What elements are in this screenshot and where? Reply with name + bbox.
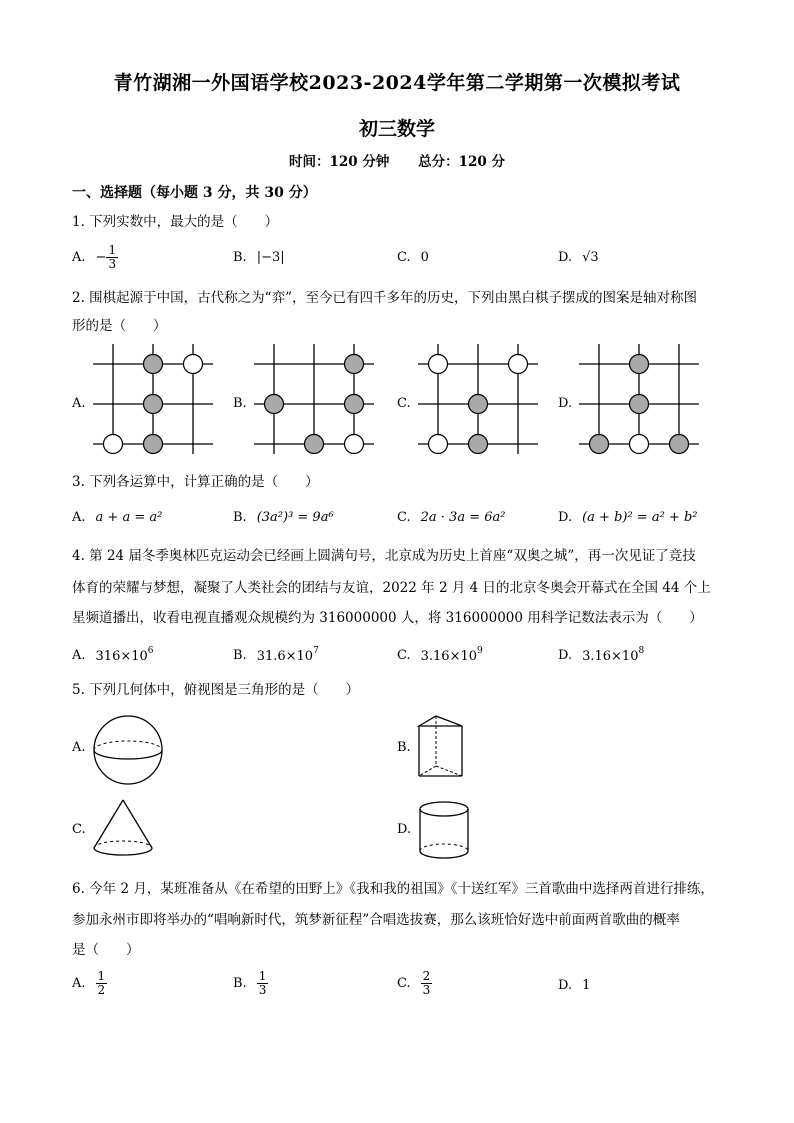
q4-option-d: D. $3.16\times 10^8$: [558, 646, 645, 664]
sphere-shape: [92, 714, 164, 786]
q1-option-d: D. √3: [558, 250, 599, 265]
q4-option-a: A. $316\times 10^6$: [72, 646, 154, 664]
q3-stem: 3. 下列各运算中，计算正确的是（ ）: [72, 474, 319, 490]
q6-option-b: B. $\frac{1}{3}$: [233, 969, 267, 997]
q1-option-b: B. |−3|: [233, 250, 285, 265]
q3-option-c: C. 2a · 3a = 6a²: [397, 510, 506, 525]
q1-option-c: C. 0: [397, 250, 429, 265]
q2-stem-line2: 形的是（ ）: [72, 318, 167, 334]
q6-option-d: D. 1: [558, 978, 591, 993]
go-board-a: [88, 344, 218, 454]
q2-label-b: B.: [233, 396, 247, 411]
exam-title: 青竹湖湘一外国语学校2023-2024学年第二学期第一次模拟考试: [113, 72, 681, 94]
q4-line3: 星频道播出，收看电视直播观众规模约为 316000000 人，将 316000000 用科学记数法表示为（ ）: [72, 610, 703, 626]
q4-line2: 体育的荣耀与梦想，凝聚了人类社会的团结与友谊，2022 年 2 月 4 日的北京冬奥会开幕式在全国 44 个上: [72, 580, 711, 596]
q6-line2: 参加永州市即将举办的“唱响新时代，筑梦新征程”合唱选拔赛，那么该班恰好选中前面两首歌曲的概率: [72, 912, 680, 928]
q5-label-c: C.: [72, 822, 86, 837]
q6-line1: 6. 今年 2 月，某班准备从《在希望的田野上》《我和我的祖国》《十送红军》三首歌曲中选择两首进行排练，: [72, 881, 714, 897]
section-title: 一、选择题（每小题 3 分，共 30 分）: [72, 185, 317, 201]
q4-option-c: C. $3.16\times 10^9$: [397, 646, 483, 664]
q3-option-b: B. (3a²)³ = 9a⁶: [233, 510, 334, 525]
exam-meta: [0, 150, 794, 170]
q5-stem: 5. 下列几何体中，俯视图是三角形的是（ ）: [72, 682, 360, 698]
q3-option-d: D. (a + b)² = a² + b²: [558, 510, 698, 525]
triangular-prism-shape: [416, 714, 466, 780]
q5-label-b: B.: [397, 740, 411, 755]
go-board-d: [574, 344, 704, 454]
q6-line3: 是（ ）: [72, 942, 140, 958]
q5-label-d: D.: [397, 822, 412, 837]
cylinder-shape: [418, 800, 470, 862]
exam-time: 时间：120 分钟: [289, 154, 390, 170]
q6-option-a: A. $\frac{1}{2}$: [72, 969, 106, 997]
q4-line1: 4. 第 24 届冬季奥林匹克运动会已经画上圆满句号，北京成为历史上首座“双奥之城”，再一次见证了竞技: [72, 548, 696, 564]
q5-label-a: A.: [72, 740, 86, 755]
exam-total: 总分：120 分: [418, 154, 505, 170]
q2-stem-line1: 2. 围棋起源于中国，古代称之为“弈”，至今已有四千多年的历史，下列由黑白棋子摆成的图案是轴对称图: [72, 290, 697, 306]
q1-stem: 1. 下列实数中，最大的是（ ）: [72, 214, 279, 230]
go-board-b: [249, 344, 379, 454]
q6-option-c: C. $\frac{2}{3}$: [397, 969, 431, 997]
q3-option-a: A. a + a = a²: [72, 510, 163, 525]
exam-subtitle: 初三数学: [358, 118, 435, 140]
go-board-c: [413, 344, 543, 454]
q1-option-a: A. − $\frac{1}{3}$: [72, 243, 117, 271]
cone-shape: [92, 798, 154, 860]
q2-label-c: C.: [397, 396, 411, 411]
q2-label-d: D.: [558, 396, 573, 411]
q4-option-b: B. $31.6\times 10^7$: [233, 646, 319, 664]
q2-label-a: A.: [72, 396, 86, 411]
